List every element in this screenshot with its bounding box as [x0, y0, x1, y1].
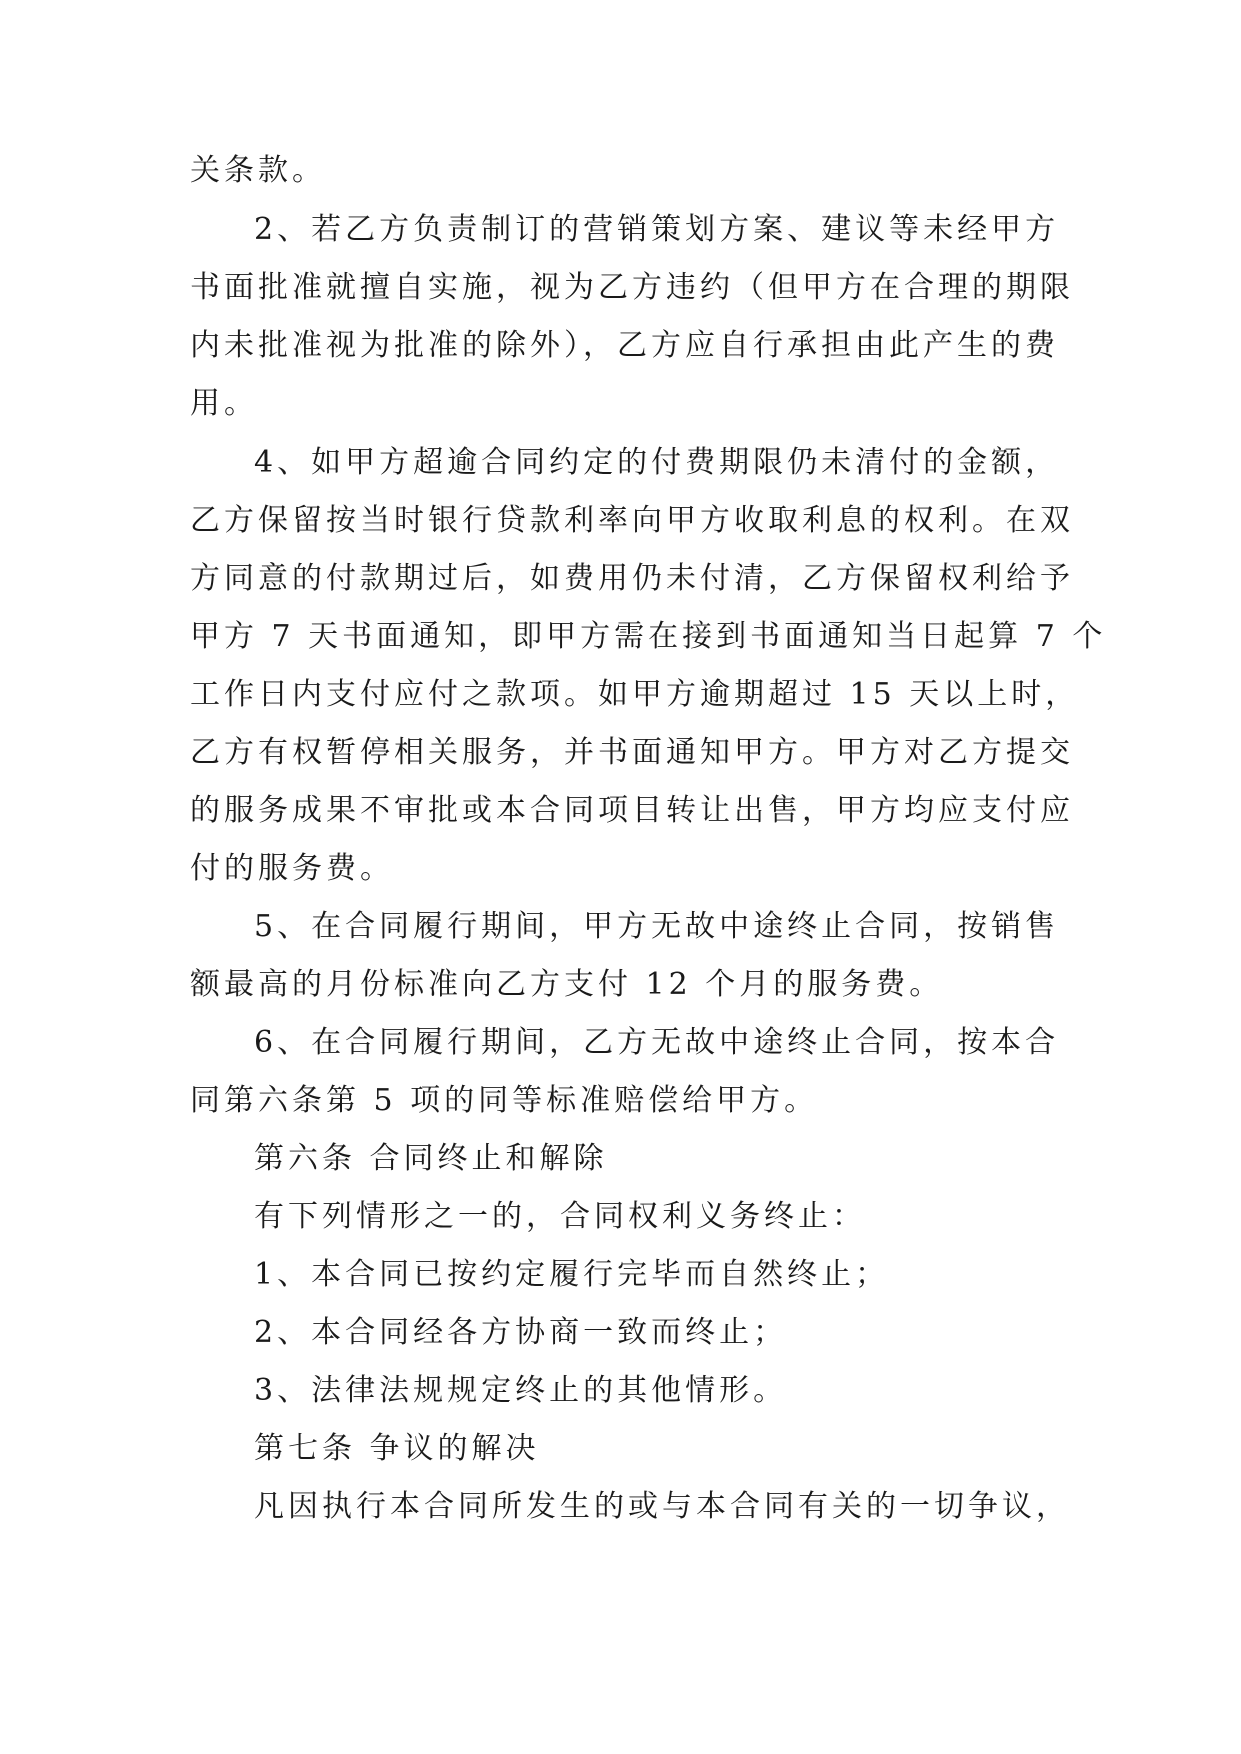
text-line: 2、本合同经各方协商一致而终止；	[254, 1315, 788, 1350]
text-line: 额最高的月份标准向乙方支付 12 个月的服务费。	[190, 967, 944, 1002]
text-line: 甲方 7 天书面通知，即甲方需在接到书面通知当日起算 7 个	[190, 619, 1107, 654]
text-line: 内未批准视为批准的除外），乙方应自行承担由此产生的费	[190, 328, 1059, 363]
text-line: 书面批准就擅自实施，视为乙方违约（但甲方在合理的期限	[190, 270, 1074, 305]
text-line: 方同意的付款期过后，如费用仍未付清，乙方保留权利给予	[190, 561, 1074, 596]
section-heading: 第七条 争议的解决	[254, 1431, 540, 1466]
text-line: 乙方有权暂停相关服务，并书面通知甲方。甲方对乙方提交	[190, 735, 1074, 770]
text-line: 工作日内支付应付之款项。如甲方逾期超过 15 天以上时，	[190, 677, 1080, 712]
text-line: 同第六条第 5 项的同等标准赔偿给甲方。	[190, 1083, 819, 1118]
text-line: 6、在合同履行期间，乙方无故中途终止合同，按本合	[254, 1025, 1060, 1060]
text-line: 1、本合同已按约定履行完毕而自然终止；	[254, 1257, 890, 1292]
text-line: 关条款。	[190, 153, 326, 188]
text-line: 凡因执行本合同所发生的或与本合同有关的一切争议，	[254, 1489, 1070, 1524]
text-line: 的服务成果不审批或本合同项目转让出售，甲方均应支付应	[190, 793, 1074, 828]
section-heading: 第六条 合同终止和解除	[254, 1141, 608, 1176]
text-line: 5、在合同履行期间，甲方无故中途终止合同，按销售	[254, 909, 1060, 944]
text-line: 2、若乙方负责制订的营销策划方案、建议等未经甲方	[254, 212, 1060, 247]
text-line: 付的服务费。	[190, 851, 394, 886]
text-line: 乙方保留按当时银行贷款利率向甲方收取利息的权利。在双	[190, 503, 1074, 538]
text-line: 用。	[190, 386, 258, 421]
text-line: 4、如甲方超逾合同约定的付费期限仍未清付的金额，	[254, 445, 1060, 480]
text-line: 3、法律法规规定终止的其他情形。	[254, 1373, 788, 1408]
text-line: 有下列情形之一的，合同权利义务终止：	[254, 1199, 866, 1234]
